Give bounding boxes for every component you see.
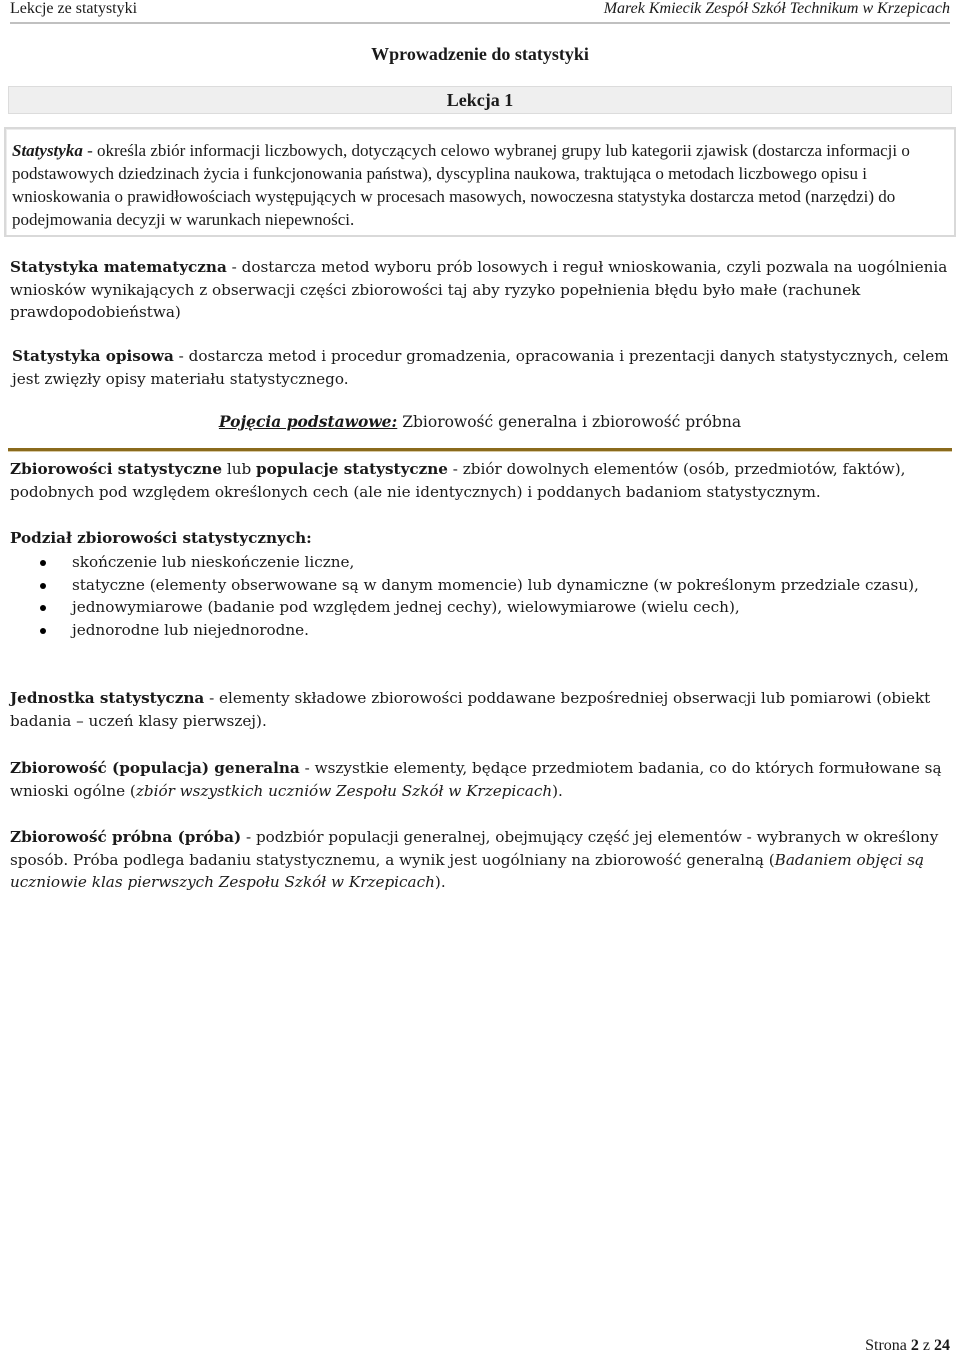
division-heading: Podział zbiorowości statystycznych:: [10, 529, 312, 547]
populations-paragraph: [10, 458, 950, 503]
general-population-paragraph: Zbiorowość (populacja) generalna - wszystkie elementy, będące przedmiotem badania, co do których formułowane są wnioski ogólne (zbiór wszystkich uczniów Zespołu Szkół w Krzepicach).: [10, 759, 942, 800]
math-statistics-term: Statystyka matematyczna: [10, 258, 227, 276]
bullet-icon: [40, 628, 46, 634]
general-population-example: zbiór wszystkich uczniów Zespołu Szkół w Krzepicach: [135, 781, 553, 800]
sample-population-term: Zbiorowość próbna (próba): [10, 828, 242, 846]
section-divider: [8, 448, 952, 452]
list-item: statyczne (elementy obserwowane są w danym momencie) lub dynamiczne (w pokreślonym przedziale czasu),: [10, 574, 946, 597]
statistics-definition: [12, 139, 946, 231]
bullet-icon: [40, 583, 46, 589]
sample-population-text: - podzbiór populacji generalnej, obejmujący część jej elementów - wybranych w określony sposób. Próba podlega badaniu statystycznemu, a wynik jest uogólniany na zbiorowość generalną (: [10, 828, 939, 869]
sample-population-example: Badaniem objęci są uczniowie klas pierwszych Zespołu Szkół w Krzepicach: [10, 850, 925, 891]
header-course-title: Lekcje ze statystyki: [10, 0, 138, 17]
populations-mid: lub: [222, 460, 257, 478]
definition-term: Statystyka: [12, 141, 83, 160]
general-population-term: Zbiorowość (populacja) generalna: [10, 759, 300, 777]
descriptive-statistics-term: Statystyka opisowa: [12, 347, 174, 365]
basic-concepts-line: [0, 412, 960, 431]
current-page: 2: [910, 1337, 919, 1354]
page-header: [10, 0, 950, 24]
descriptive-statistics-paragraph: [12, 345, 950, 390]
sample-population-paragraph: Zbiorowość próbna (próba) - podzbiór populacji generalnej, obejmujący część jej elementów - wybranych w określony sposób. Próba podlega badaniu statystycznemu, a wynik jest uogólniany na zbiorowość generalną (Badaniem objęci są uczniowie klas pierwszych Zespołu Szkół w Krzepicach).: [10, 828, 939, 891]
math-statistics-text: - dostarcza metod wyboru prób losowych i reguł wnioskowania, czyli pozwala na uogólnienia wniosków wynikających z obserwacji części zbiorowości taj aby ryzyko popełnienia błędu było małe (rachunek prawdopodobieństwa): [10, 258, 948, 321]
basic-concepts-label: Pojęcia podstawowe:: [218, 412, 398, 431]
lesson-heading: Lekcja 1: [8, 86, 952, 114]
general-population-text: - wszystkie elementy, będące przedmiotem badania, co do których formułowane są wnioski ogólne (: [10, 759, 942, 800]
statistical-unit-text: - elementy składowe zbiorowości poddawane bezpośredniej obserwacji lub pomiarowi (obiekt badania – uczeń klasy pierwszej).: [10, 689, 931, 730]
math-statistics-paragraph: [10, 256, 950, 324]
list-item: skończenie lub nieskończenie liczne,: [10, 551, 946, 574]
populations-term-1: Zbiorowości statystyczne: [10, 460, 223, 478]
total-pages: 24: [934, 1337, 950, 1354]
header-author: Marek Kmiecik Zespół Szkół Technikum w Krzepicach: [603, 0, 950, 17]
statistical-unit-paragraph: [10, 687, 950, 732]
list-item: jednowymiarowe (badanie pod względem jednej cechy), wielowymiarowe (wielu cech),: [10, 596, 946, 619]
document-title: Wprowadzenie do statystyki: [371, 44, 589, 64]
page-number-footer: Strona 2 z 24: [865, 1337, 950, 1354]
definition-box: [4, 127, 956, 237]
descriptive-statistics-text: - dostarcza metod i procedur gromadzenia, opracowania i prezentacji danych statystycznych, celem jest zwięzły opisy materiału statystycznego.: [12, 347, 949, 388]
populations-term-2: populacje statystyczne: [256, 460, 448, 478]
bullet-icon: [40, 560, 46, 566]
division-list: [10, 551, 946, 641]
statistical-unit-term: Jednostka statystyczna: [10, 689, 205, 707]
list-item: jednorodne lub niejednorodne.: [10, 619, 946, 642]
populations-text: - zbiór dowolnych elementów (osób, przedmiotów, faktów), podobnych pod względem określonych cech (ale nie identycznych) i poddanych badaniom statystycznym.: [10, 460, 906, 501]
definition-text: - określa zbiór informacji liczbowych, dotyczących celowo wybranej grupy lub kategorii zjawisk (dostarcza informacji o podstawowych dziedzinach życia i funkcjonowania państwa), dyscyplina naukowa, traktująca o metodach liczbowego opisu i wnioskowania o prawidłowościach występujących w procesach masowych, nowoczesna statystyka dostarcza metod (narzędzi) do podejmowania decyzji w warunkach niepewności.: [12, 141, 910, 229]
bullet-icon: [40, 605, 46, 611]
basic-concepts-text: Zbiorowość generalna i zbiorowość próbna: [397, 413, 742, 431]
